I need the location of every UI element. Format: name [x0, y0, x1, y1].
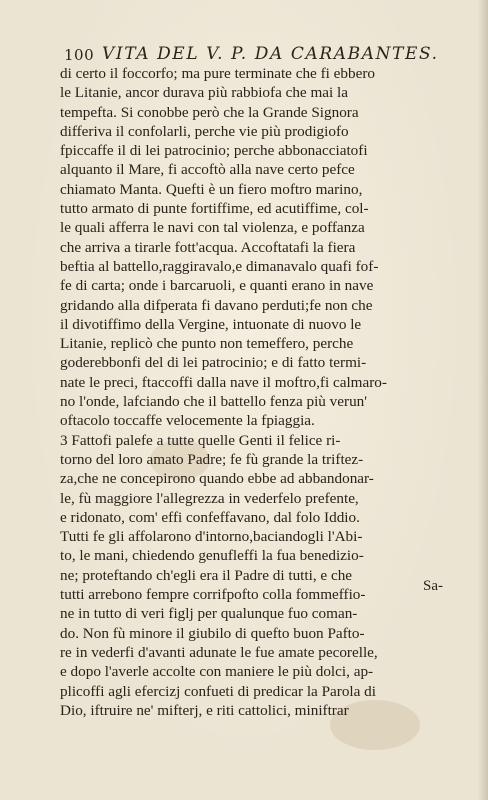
- text-line: ne in tutto di veri figlj per qualunque fuo coman-: [60, 605, 358, 623]
- text-line: chiamato Manta. Quefti è un fiero moftro marino,: [60, 180, 363, 198]
- running-header: [64, 44, 456, 66]
- text-line: le quali afferra le navi con tal violenza, e poffanza: [60, 219, 365, 237]
- text-line: re in vederfi d'avanti adunate le fue amate pecorelle,: [60, 643, 378, 661]
- body-text: [60, 64, 460, 720]
- text-line: do. Non fù minore il giubilo di quefto buon Pafto-: [60, 624, 365, 642]
- text-line: Litanie, replicò che punto non temeffero, perche: [60, 335, 354, 353]
- text-line: differiva il confolarli, perche vie più prodigiofo: [60, 122, 349, 140]
- text-line: no l'onde, lafciando che il battello fenza più verun': [60, 393, 367, 411]
- text-line: tutto armato di punte fortiffime, ed acutiffime, col-: [60, 200, 369, 218]
- page-edge-shadow: [478, 0, 488, 800]
- text-line: nate le preci, ftaccoffi dalla nave il moftro,fi calmaro-: [60, 373, 387, 391]
- text-line: le Litanie, ancor durava più rabbiofa che mai la: [60, 84, 349, 102]
- text-line: di certo il foccorfo; ma pure terminate che fi ebbero: [60, 65, 375, 82]
- text-line: beftia al battello,raggiravalo,e dimanavalo quafi fof-: [60, 257, 379, 275]
- text-line: oftacolo toccaffe velocemente la fpiaggia.: [60, 412, 315, 430]
- text-line: ne; proteftando ch'egli era il Padre di tutti, e che: [60, 566, 353, 584]
- text-line: gridando alla difperata fi davano perduti;fe non che: [60, 296, 373, 314]
- text-line: goderebbonfi del di lei patrocinio; e di fatto termi-: [60, 354, 367, 372]
- text-line: le, fù maggiore l'allegrezza in vederfelo prefente,: [60, 489, 359, 507]
- text-line: e dopo l'averle accolte con maniere le più dolci, ap-: [60, 663, 374, 681]
- text-line: 3 Fattofi palefe a tutte quelle Genti il felice ri-: [60, 431, 341, 449]
- text-line: tempefta. Si conobbe però che la Grande Signora: [60, 103, 359, 121]
- text-line: fe di carta; onde i barcaruoli, e quanti erano in nave: [60, 277, 374, 295]
- text-line: e ridonato, com' effi confeffavano, dal folo Iddio.: [60, 508, 360, 526]
- text-line: torno del loro amato Padre; fe fù grande la triftez-: [60, 450, 364, 468]
- text-line: il divotiffimo della Vergine, intuonate di nuovo le: [60, 315, 362, 333]
- page-number: 100: [64, 46, 95, 64]
- catchword: Sa-: [423, 578, 443, 594]
- running-title: VITA DEL V. P. DA CARABANTES.: [102, 44, 439, 64]
- text-line: tutti arrebono fempre corrifpofto colla fommeffio-: [60, 586, 366, 604]
- text-line: alquanto il Mare, fi accoftò alla nave certo pefce: [60, 161, 355, 179]
- text-line: fpiccaffe il di lei patrocinio; perche abbonacciatofi: [60, 142, 368, 160]
- text-line: to, le mani, chiedendo genufleffi la fua benedizio-: [60, 547, 364, 565]
- text-line: plicoffi agli efercizj confueti di predicar la Parola di: [60, 682, 376, 700]
- text-line: che arriva a tirarle fott'acqua. Accoftatafi la fiera: [60, 238, 356, 256]
- text-line: za,che ne concepirono quando ebbe ad abbandonar-: [60, 470, 374, 488]
- text-line: Dio, iftruire ne' mifterj, e riti cattolici, miniftrar: [60, 701, 349, 719]
- text-line: Tutti fe gli affolarono d'intorno,baciandogli l'Abi-: [60, 528, 363, 546]
